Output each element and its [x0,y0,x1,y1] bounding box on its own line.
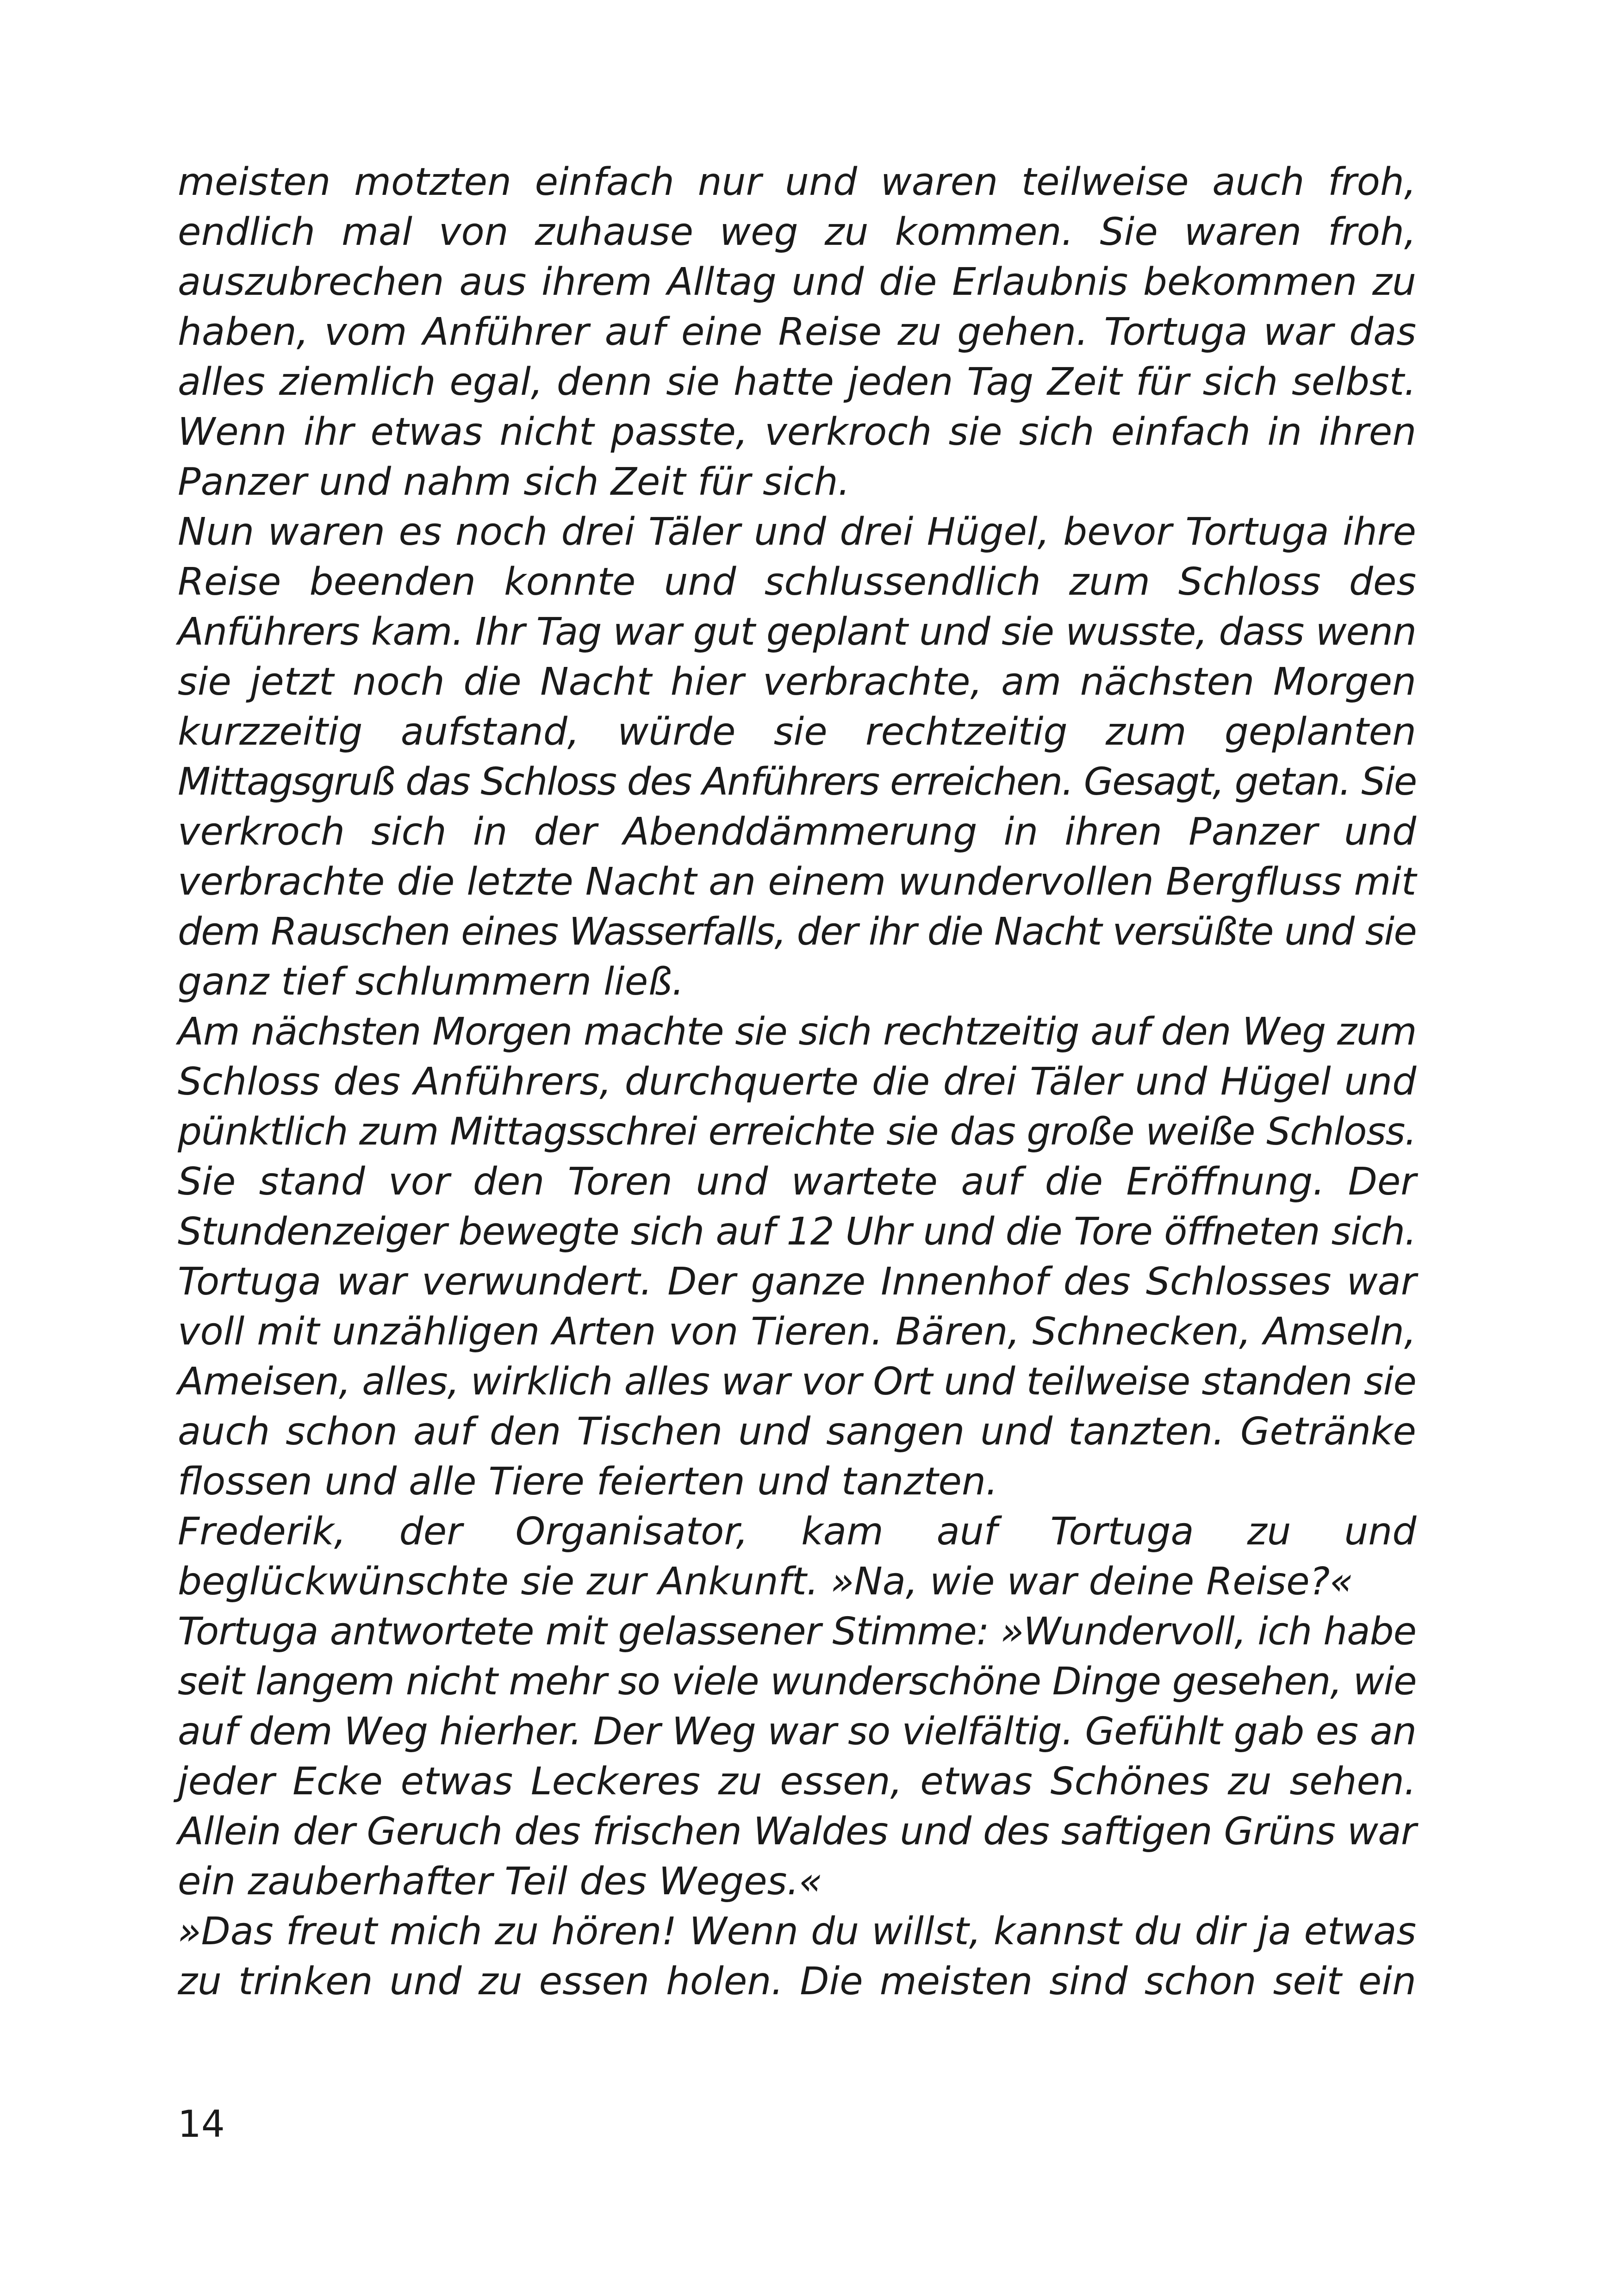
text-line: Panzer und nahm sich Zeit für sich. [178,460,850,504]
text-line: pünktlich zum Mittagsschrei erreichte sie das große weiße Schloss. [178,1110,1416,1154]
text-line: Anführers kam. Ihr Tag war gut geplant und sie wusste, dass wenn [178,610,1416,654]
text-line: flossen und alle Tiere feierten und tanzten. [178,1460,998,1504]
text-line: Stundenzeiger bewegte sich auf 12 Uhr und die Tore öffneten sich. [178,1210,1416,1254]
text-line: Reise beenden konnte und schlussendlich zum Schloss des [178,560,1417,604]
text-line: auch schon auf den Tischen und sangen und tanzten. Getränke [178,1410,1416,1454]
text-line: beglückwünschte sie zur Ankunft. »Na, wie war deine Reise?« [178,1560,1353,1604]
text-line: Mittagsgruß das Schloss des Anführers erreichen. Gesagt, getan. Sie [178,760,1417,804]
text-line: verbrachte die letzte Nacht an einem wundervollen Bergfluss mit [178,860,1416,904]
text-line: »Das freut mich zu hören! Wenn du willst, kannst du dir ja etwas [178,1910,1417,1954]
text-line: Ameisen, alles, wirklich alles war vor Ort und teilweise standen sie [178,1360,1416,1404]
text-line: Allein der Geruch des frischen Waldes und des saftigen Grüns war [178,1810,1416,1854]
text-line: auf dem Weg hierher. Der Weg war so vielfältig. Gefühlt gab es an [178,1710,1417,1754]
text-line: haben, vom Anführer auf eine Reise zu gehen. Tortuga war das [178,310,1417,354]
text-line: endlich mal von zuhause weg zu kommen. Sie waren froh, [178,210,1416,254]
text-line: kurzzeitig aufstand, würde sie rechtzeitig zum geplanten [178,710,1417,754]
text-line: meisten motzten einfach nur und waren teilweise auch froh, [178,160,1416,204]
text-line: sie jetzt noch die Nacht hier verbrachte, am nächsten Morgen [178,660,1416,704]
text-line: Tortuga antwortete mit gelassener Stimme: »Wundervoll, ich habe [178,1610,1417,1654]
text-line: alles ziemlich egal, denn sie hatte jeden Tag Zeit für sich selbst. [178,360,1416,404]
text-line: verkroch sich in der Abenddämmerung in ihren Panzer und [178,810,1416,854]
text-line: Nun waren es noch drei Täler und drei Hügel, bevor Tortuga ihre [178,510,1416,554]
text-line: Sie stand vor den Toren und wartete auf die Eröffnung. Der [178,1160,1417,1204]
text-line: jeder Ecke etwas Leckeres zu essen, etwas Schönes zu sehen. [178,1760,1416,1804]
text-line: ganz tief schlummern ließ. [178,960,684,1004]
text-line: ein zauberhafter Teil des Weges.« [178,1860,822,1904]
body-text [178,157,1416,2007]
text-line: zu trinken und zu essen holen. Die meisten sind schon seit ein [178,1960,1416,2004]
page-number: 14 [178,2103,225,2146]
text-line: dem Rauschen eines Wasserfalls, der ihr die Nacht versüßte und sie [178,910,1417,954]
text-line: Schloss des Anführers, durchquerte die drei Täler und Hügel und [178,1060,1417,1104]
text-line: Am nächsten Morgen machte sie sich rechtzeitig auf den Weg zum [178,1010,1417,1054]
text-line: Tortuga war verwundert. Der ganze Innenhof des Schlosses war [178,1260,1417,1304]
text-line: seit langem nicht mehr so viele wunderschöne Dinge gesehen, wie [178,1660,1417,1704]
text-line: Wenn ihr etwas nicht passte, verkroch sie sich einfach in ihren [178,410,1417,454]
text-line: voll mit unzähligen Arten von Tieren. Bären, Schnecken, Amseln, [178,1310,1416,1354]
text-line: Frederik, der Organisator, kam auf Tortuga zu und [178,1510,1417,1554]
text-line: auszubrechen aus ihrem Alltag und die Erlaubnis bekommen zu [178,260,1416,304]
